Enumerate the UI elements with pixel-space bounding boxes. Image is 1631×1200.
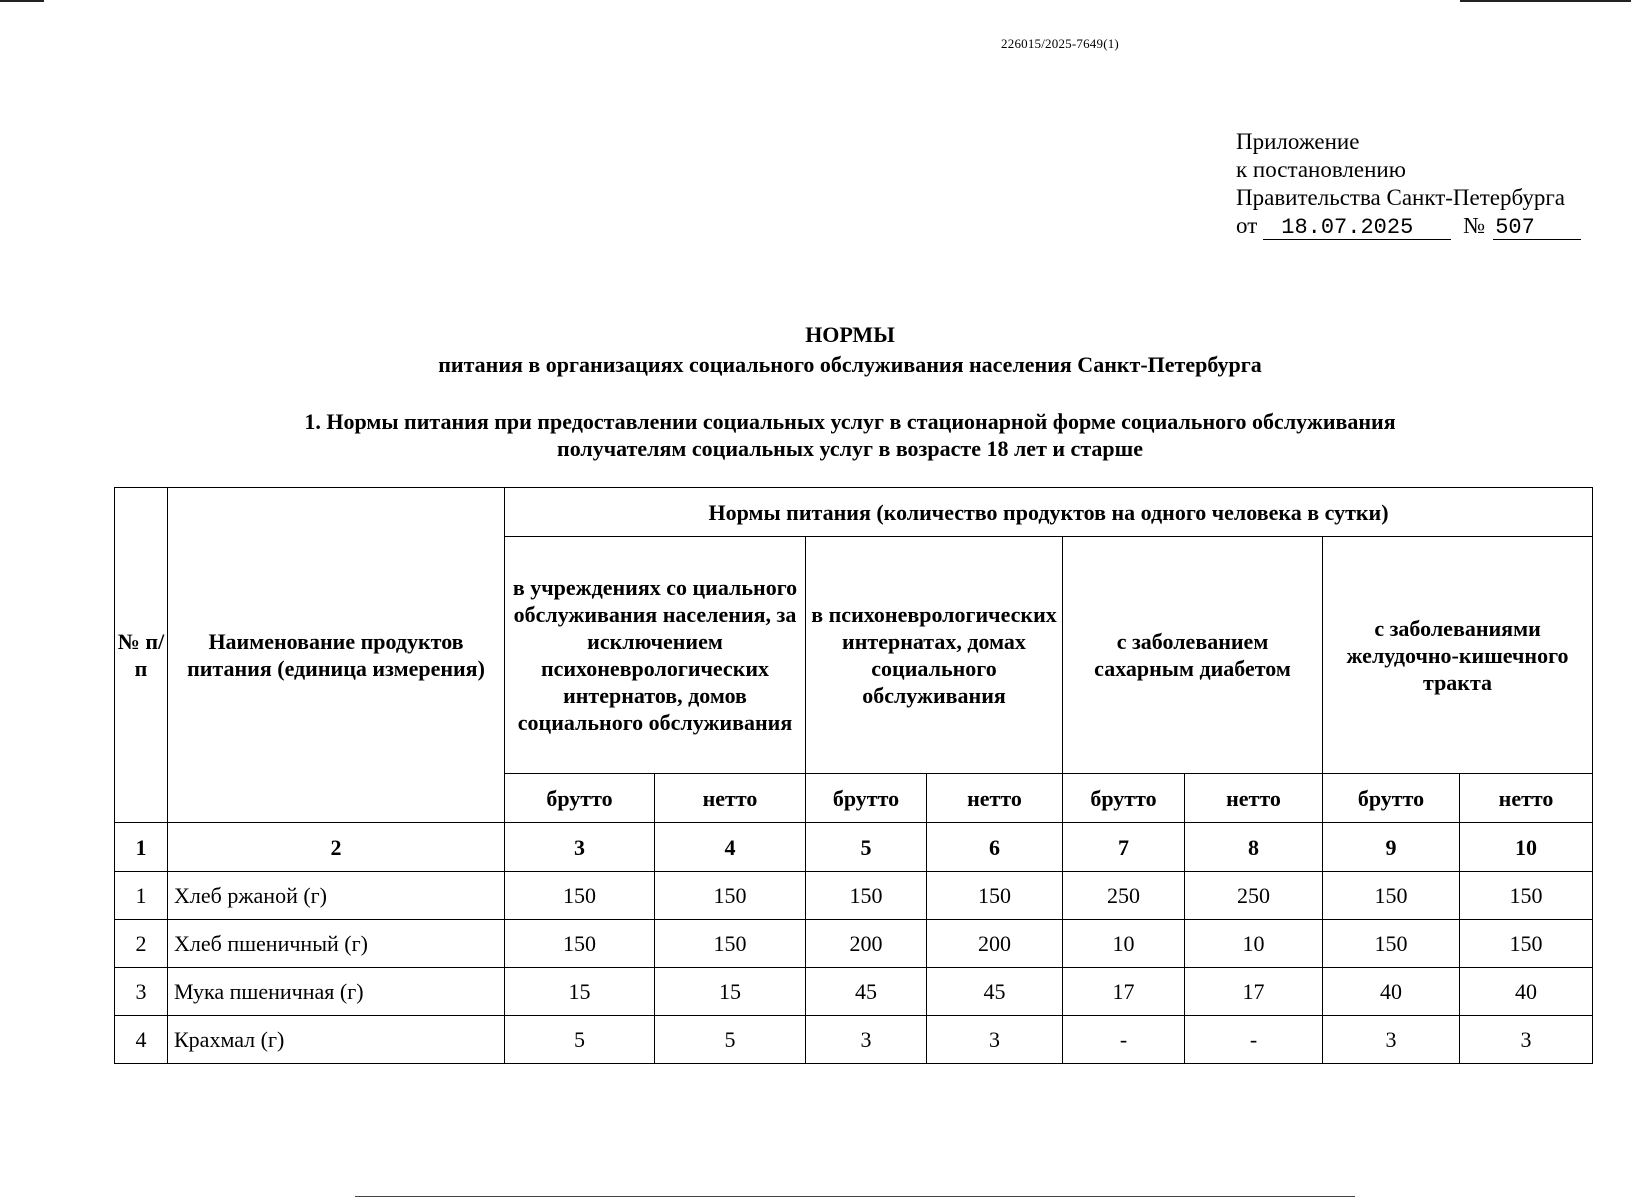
header-number: № п/п xyxy=(115,488,168,823)
table-cell: 40 xyxy=(1323,968,1460,1016)
row-number: 1 xyxy=(115,872,168,920)
table-cell: 45 xyxy=(806,968,927,1016)
table-cell: 150 xyxy=(1323,872,1460,920)
document-subtitle: питания в организациях социального обслуживания населения Санкт-Петербурга xyxy=(438,352,1262,377)
table-cell: 150 xyxy=(655,920,806,968)
table-cell: - xyxy=(1185,1016,1323,1064)
header-group-gastrointestinal: с заболеваниями желудочно-кишечного тракта xyxy=(1323,537,1593,774)
document-title: НОРМЫ xyxy=(805,322,895,347)
table-cell: 3 xyxy=(1460,1016,1593,1064)
table-cell: 10 xyxy=(1185,920,1323,968)
table-cell: 40 xyxy=(1460,968,1593,1016)
header-group-psychoneurological: в психоневрологических интернатах, домах социального обслуживания xyxy=(806,537,1063,774)
table-cell: 5 xyxy=(655,1016,806,1064)
table-cell: 200 xyxy=(927,920,1063,968)
column-number: 1 xyxy=(115,823,168,872)
column-number: 8 xyxy=(1185,823,1323,872)
header-group-diabetes: с заболеванием сахарным диабетом xyxy=(1063,537,1323,774)
table-cell: 15 xyxy=(655,968,806,1016)
table-cell: 150 xyxy=(806,872,927,920)
table-cell: - xyxy=(1063,1016,1185,1064)
product-name: Хлеб пшеничный (г) xyxy=(168,920,505,968)
appendix-block xyxy=(1236,128,1581,240)
scan-bottom-line xyxy=(355,1196,1355,1197)
column-number: 6 xyxy=(927,823,1063,872)
table-row xyxy=(115,920,1593,968)
column-number: 2 xyxy=(168,823,505,872)
table-cell: 3 xyxy=(927,1016,1063,1064)
product-name: Хлеб ржаной (г) xyxy=(168,872,505,920)
appendix-date-line xyxy=(1236,212,1581,240)
header-netto: нетто xyxy=(655,774,806,823)
header-brutto: брутто xyxy=(505,774,655,823)
column-number: 10 xyxy=(1460,823,1593,872)
scan-edge-mark-right xyxy=(1460,0,1631,2)
header-brutto: брутто xyxy=(1063,774,1185,823)
from-label: от xyxy=(1236,213,1258,238)
table-cell: 17 xyxy=(1063,968,1185,1016)
product-name: Мука пшеничная (г) xyxy=(168,968,505,1016)
column-number: 5 xyxy=(806,823,927,872)
table-cell: 3 xyxy=(806,1016,927,1064)
table-cell: 15 xyxy=(505,968,655,1016)
section-title-line-1: 1. Нормы питания при предоставлении социальных услуг в стационарной форме социального обслуживания xyxy=(304,409,1396,434)
resolution-date: 18.07.2025 xyxy=(1263,217,1451,240)
header-netto: нетто xyxy=(1185,774,1323,823)
table-cell: 150 xyxy=(655,872,806,920)
table-cell: 17 xyxy=(1185,968,1323,1016)
table-row xyxy=(115,872,1593,920)
norms-table xyxy=(114,487,1593,1064)
appendix-line-2: к постановлению xyxy=(1236,157,1406,182)
header-product-name: Наименование продуктов питания (единица измерения) xyxy=(168,488,505,823)
row-number: 2 xyxy=(115,920,168,968)
table-cell: 150 xyxy=(927,872,1063,920)
appendix-line-3: Правительства Санкт-Петербурга xyxy=(1236,185,1565,210)
table-cell: 150 xyxy=(1323,920,1460,968)
table-cell: 10 xyxy=(1063,920,1185,968)
column-number: 3 xyxy=(505,823,655,872)
table-cell: 250 xyxy=(1185,872,1323,920)
table-cell: 150 xyxy=(1460,872,1593,920)
table-cell: 3 xyxy=(1323,1016,1460,1064)
table-cell: 150 xyxy=(505,920,655,968)
header-norms: Нормы питания (количество продуктов на одного человека в сутки) xyxy=(505,488,1593,537)
header-brutto: брутто xyxy=(1323,774,1460,823)
appendix-line-1: Приложение xyxy=(1236,129,1360,154)
table-cell: 150 xyxy=(1460,920,1593,968)
column-number: 9 xyxy=(1323,823,1460,872)
header-brutto: брутто xyxy=(806,774,927,823)
header-netto: нетто xyxy=(1460,774,1593,823)
table-cell: 45 xyxy=(927,968,1063,1016)
document-registration-number: 226015/2025-7649(1) xyxy=(1001,36,1119,51)
number-sign: № xyxy=(1463,213,1486,238)
row-number: 4 xyxy=(115,1016,168,1064)
scan-edge-mark-left xyxy=(0,0,44,2)
column-number: 4 xyxy=(655,823,806,872)
table-cell: 200 xyxy=(806,920,927,968)
column-number: 7 xyxy=(1063,823,1185,872)
resolution-number: 507 xyxy=(1493,217,1581,240)
product-name: Крахмал (г) xyxy=(168,1016,505,1064)
table-row xyxy=(115,968,1593,1016)
table-cell: 5 xyxy=(505,1016,655,1064)
section-title-line-2: получателям социальных услуг в возрасте 18 лет и старше xyxy=(557,436,1143,461)
header-netto: нетто xyxy=(927,774,1063,823)
table-row xyxy=(115,1016,1593,1064)
header-group-social-institutions: в учреждениях со циального обслуживания населения, за исключением психоневрологических интернатов, домов социального обслуживания xyxy=(505,537,806,774)
table-cell: 250 xyxy=(1063,872,1185,920)
table-cell: 150 xyxy=(505,872,655,920)
row-number: 3 xyxy=(115,968,168,1016)
